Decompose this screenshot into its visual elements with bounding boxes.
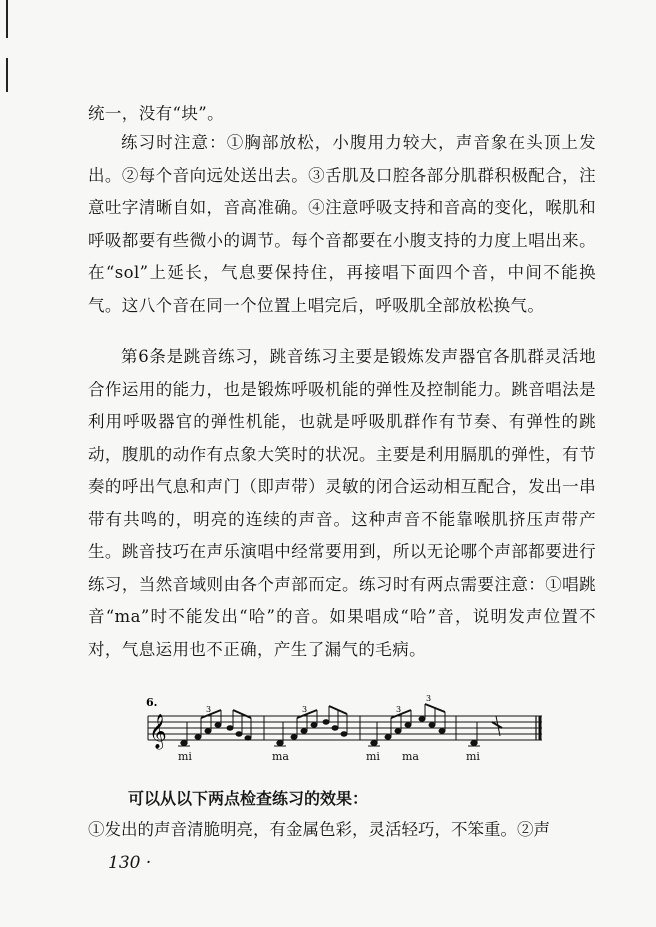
scan-edge-line bbox=[6, 0, 8, 38]
treble-clef-icon: 𝄞 bbox=[149, 714, 167, 749]
section-heading: 可以从以下两点检查练习的效果： bbox=[128, 789, 369, 808]
lyric-syllable: ma bbox=[272, 750, 289, 763]
triplet-mark: 3 bbox=[302, 705, 308, 714]
scan-edge-line bbox=[6, 58, 8, 92]
lyric-syllable: mi bbox=[178, 750, 192, 763]
page-number: 130 · bbox=[108, 853, 152, 873]
lyric-syllable: ma bbox=[402, 750, 419, 763]
lyric-syllable: mi bbox=[366, 750, 380, 763]
triplet-mark: 3 bbox=[206, 705, 212, 714]
lyric-syllable: mi bbox=[466, 750, 480, 763]
paragraph-staccato: 第6条是跳音练习，跳音练习主要是锻炼发声器官各肌群灵活地合作运用的能力，也是锻炼呼吸机能的弹性及控制能力。跳音唱法是利用呼吸器官的弹性机能，也就是呼吸肌群作有节奏、有弹性的跳动，腹肌的动作有点象大笑时的状况。主要是利用膈肌的弹性，有节奏的呼出气息和声门（即声带）灵敏的闭合运动相互配合，发出一串带有共鸣的，明亮的连续的声音。这种声音不能靠喉肌挤压声带产生。跳音技巧在声乐演唱中经常要用到，所以无论哪个声部都要进行练习，当然音域则由各个声部而定。练习时有两点需要注意：①唱跳音“ma”时不能发出“哈”的音。如果唱成“哈”音，说明发声位置不对，气息运用也不正确，产生了漏气的毛病。 bbox=[88, 347, 596, 659]
paragraph-notes: 练习时注意：①胸部放松，小腹用力较大，声音象在头顶上发出。②每个音向远处送出去。③舌肌及口腔各部分肌群积极配合，注意吐字清晰自如，音高准确。④注意呼吸支持和音高的变化，喉肌和呼吸都要有些微小的调节。每个音都要在小腹支持的力度上唱出来。在“sol”上延长，气息要保持住，再接唱下面四个音，中间不能换气。这八个音在同一个位置上唱完后，呼吸肌全部放松换气。 bbox=[88, 133, 596, 315]
paragraph-criteria: ①发出的声音清脆明亮，有金属色彩，灵活轻巧，不笨重。②声 bbox=[88, 820, 550, 839]
exercise-number: 6. bbox=[146, 696, 158, 709]
paragraph-intro: 统一，没有“块”。 bbox=[88, 104, 224, 123]
triplet-mark: 3 bbox=[426, 694, 432, 703]
triplet-marks bbox=[206, 694, 431, 714]
triplet-mark: 3 bbox=[396, 705, 402, 714]
music-score bbox=[140, 692, 550, 772]
